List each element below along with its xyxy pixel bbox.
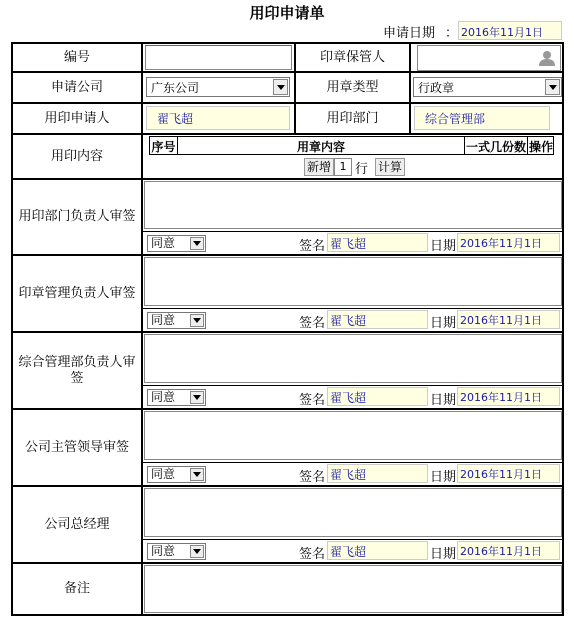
date-label: 日期 (430, 239, 457, 254)
approval-label-supervisor: 公司主管领导审签 (24, 439, 129, 455)
number-label: 编号 (63, 49, 90, 65)
date-label: 日期 (430, 316, 457, 331)
number-input[interactable] (145, 45, 292, 70)
seal-type-select[interactable] (413, 77, 562, 97)
col-copies-header: 一式几份数 (465, 140, 526, 154)
company-select[interactable] (146, 77, 290, 97)
approval-comment-admin-head[interactable] (144, 334, 562, 383)
opinion-value: 同意 (151, 236, 176, 250)
page-title: 用印申请单 (249, 4, 325, 22)
approval-label-seal-manager: 印章管理负责人审签 (18, 285, 136, 301)
approval-label-admin-head: 综合管理部负责人审签 (18, 354, 136, 386)
chevron-down-icon[interactable] (545, 79, 560, 95)
date-label: 日期 (430, 393, 457, 408)
add-row-button[interactable]: 新增 (304, 158, 334, 176)
approval-opinion-select[interactable] (147, 389, 206, 406)
chevron-down-icon[interactable] (190, 391, 204, 404)
approval-comment-dept-head[interactable] (144, 181, 562, 229)
calculate-button[interactable]: 计算 (375, 158, 405, 176)
approval-comment-supervisor[interactable] (144, 411, 562, 460)
opinion-value: 同意 (151, 390, 176, 404)
row-unit-label: 行 (355, 162, 369, 177)
chevron-down-icon[interactable] (273, 79, 288, 95)
date-label: 日期 (430, 470, 457, 485)
remarks-textarea[interactable] (144, 565, 562, 613)
application-date-field[interactable]: 2016年11月1日 (458, 21, 562, 40)
signature-label: 签名 (299, 393, 326, 408)
signature-field[interactable]: 翟飞超 (327, 464, 428, 483)
approval-opinion-select[interactable] (147, 543, 206, 560)
approval-date-field[interactable]: 2016年11月1日 (457, 233, 560, 252)
date-label: 日期 (430, 547, 457, 562)
approval-date-field[interactable]: 2016年11月1日 (457, 387, 560, 406)
row-count-input[interactable]: 1 (334, 158, 352, 176)
user-icon[interactable] (538, 49, 556, 67)
department-field[interactable]: 综合管理部 (414, 106, 550, 130)
approval-comment-gm[interactable] (144, 488, 562, 537)
approval-opinion-select[interactable] (147, 312, 206, 329)
company-label: 申请公司 (50, 79, 103, 95)
approval-date-field[interactable]: 2016年11月1日 (457, 310, 560, 329)
seal-keeper-picker[interactable] (417, 45, 561, 71)
chevron-down-icon[interactable] (190, 545, 204, 558)
opinion-value: 同意 (151, 544, 176, 558)
approval-date-field[interactable]: 2016年11月1日 (457, 464, 560, 483)
approval-comment-seal-manager[interactable] (144, 257, 562, 306)
seal-keeper-label: 印章保管人 (319, 49, 385, 65)
approval-opinion-select[interactable] (147, 235, 206, 252)
chevron-down-icon[interactable] (190, 237, 204, 250)
signature-label: 签名 (299, 470, 326, 485)
chevron-down-icon[interactable] (190, 314, 204, 327)
approval-label-gm: 公司总经理 (44, 516, 110, 532)
company-select-value: 广东公司 (151, 81, 200, 95)
signature-field[interactable]: 翟飞超 (327, 233, 428, 252)
chevron-down-icon[interactable] (190, 468, 204, 481)
opinion-value: 同意 (151, 313, 176, 327)
signature-label: 签名 (299, 316, 326, 331)
approval-label-dept-head: 用印部门负责人审签 (18, 209, 136, 224)
signature-field[interactable]: 翟飞超 (327, 310, 428, 329)
department-label: 用印部门 (326, 110, 379, 126)
col-action-header: 操作 (528, 140, 553, 154)
seal-type-select-value: 行政章 (418, 81, 455, 95)
date-colon: ： (445, 26, 459, 41)
signature-field[interactable]: 翟飞超 (327, 541, 428, 560)
opinion-value: 同意 (151, 467, 176, 481)
applicant-field[interactable]: 翟飞超 (146, 106, 290, 130)
remarks-label: 备注 (63, 581, 90, 596)
signature-label: 签名 (299, 239, 326, 254)
signature-field[interactable]: 翟飞超 (327, 387, 428, 406)
approval-opinion-select[interactable] (147, 466, 206, 483)
signature-label: 签名 (299, 547, 326, 562)
col-content-header: 用章内容 (296, 140, 345, 154)
seal-type-label: 用章类型 (326, 79, 379, 95)
approval-date-field[interactable]: 2016年11月1日 (457, 541, 560, 560)
applicant-label: 用印申请人 (44, 110, 110, 126)
application-date-label: 申请日期 (383, 26, 436, 41)
col-index-header: 序号 (151, 140, 176, 154)
content-label: 用印内容 (50, 148, 103, 164)
